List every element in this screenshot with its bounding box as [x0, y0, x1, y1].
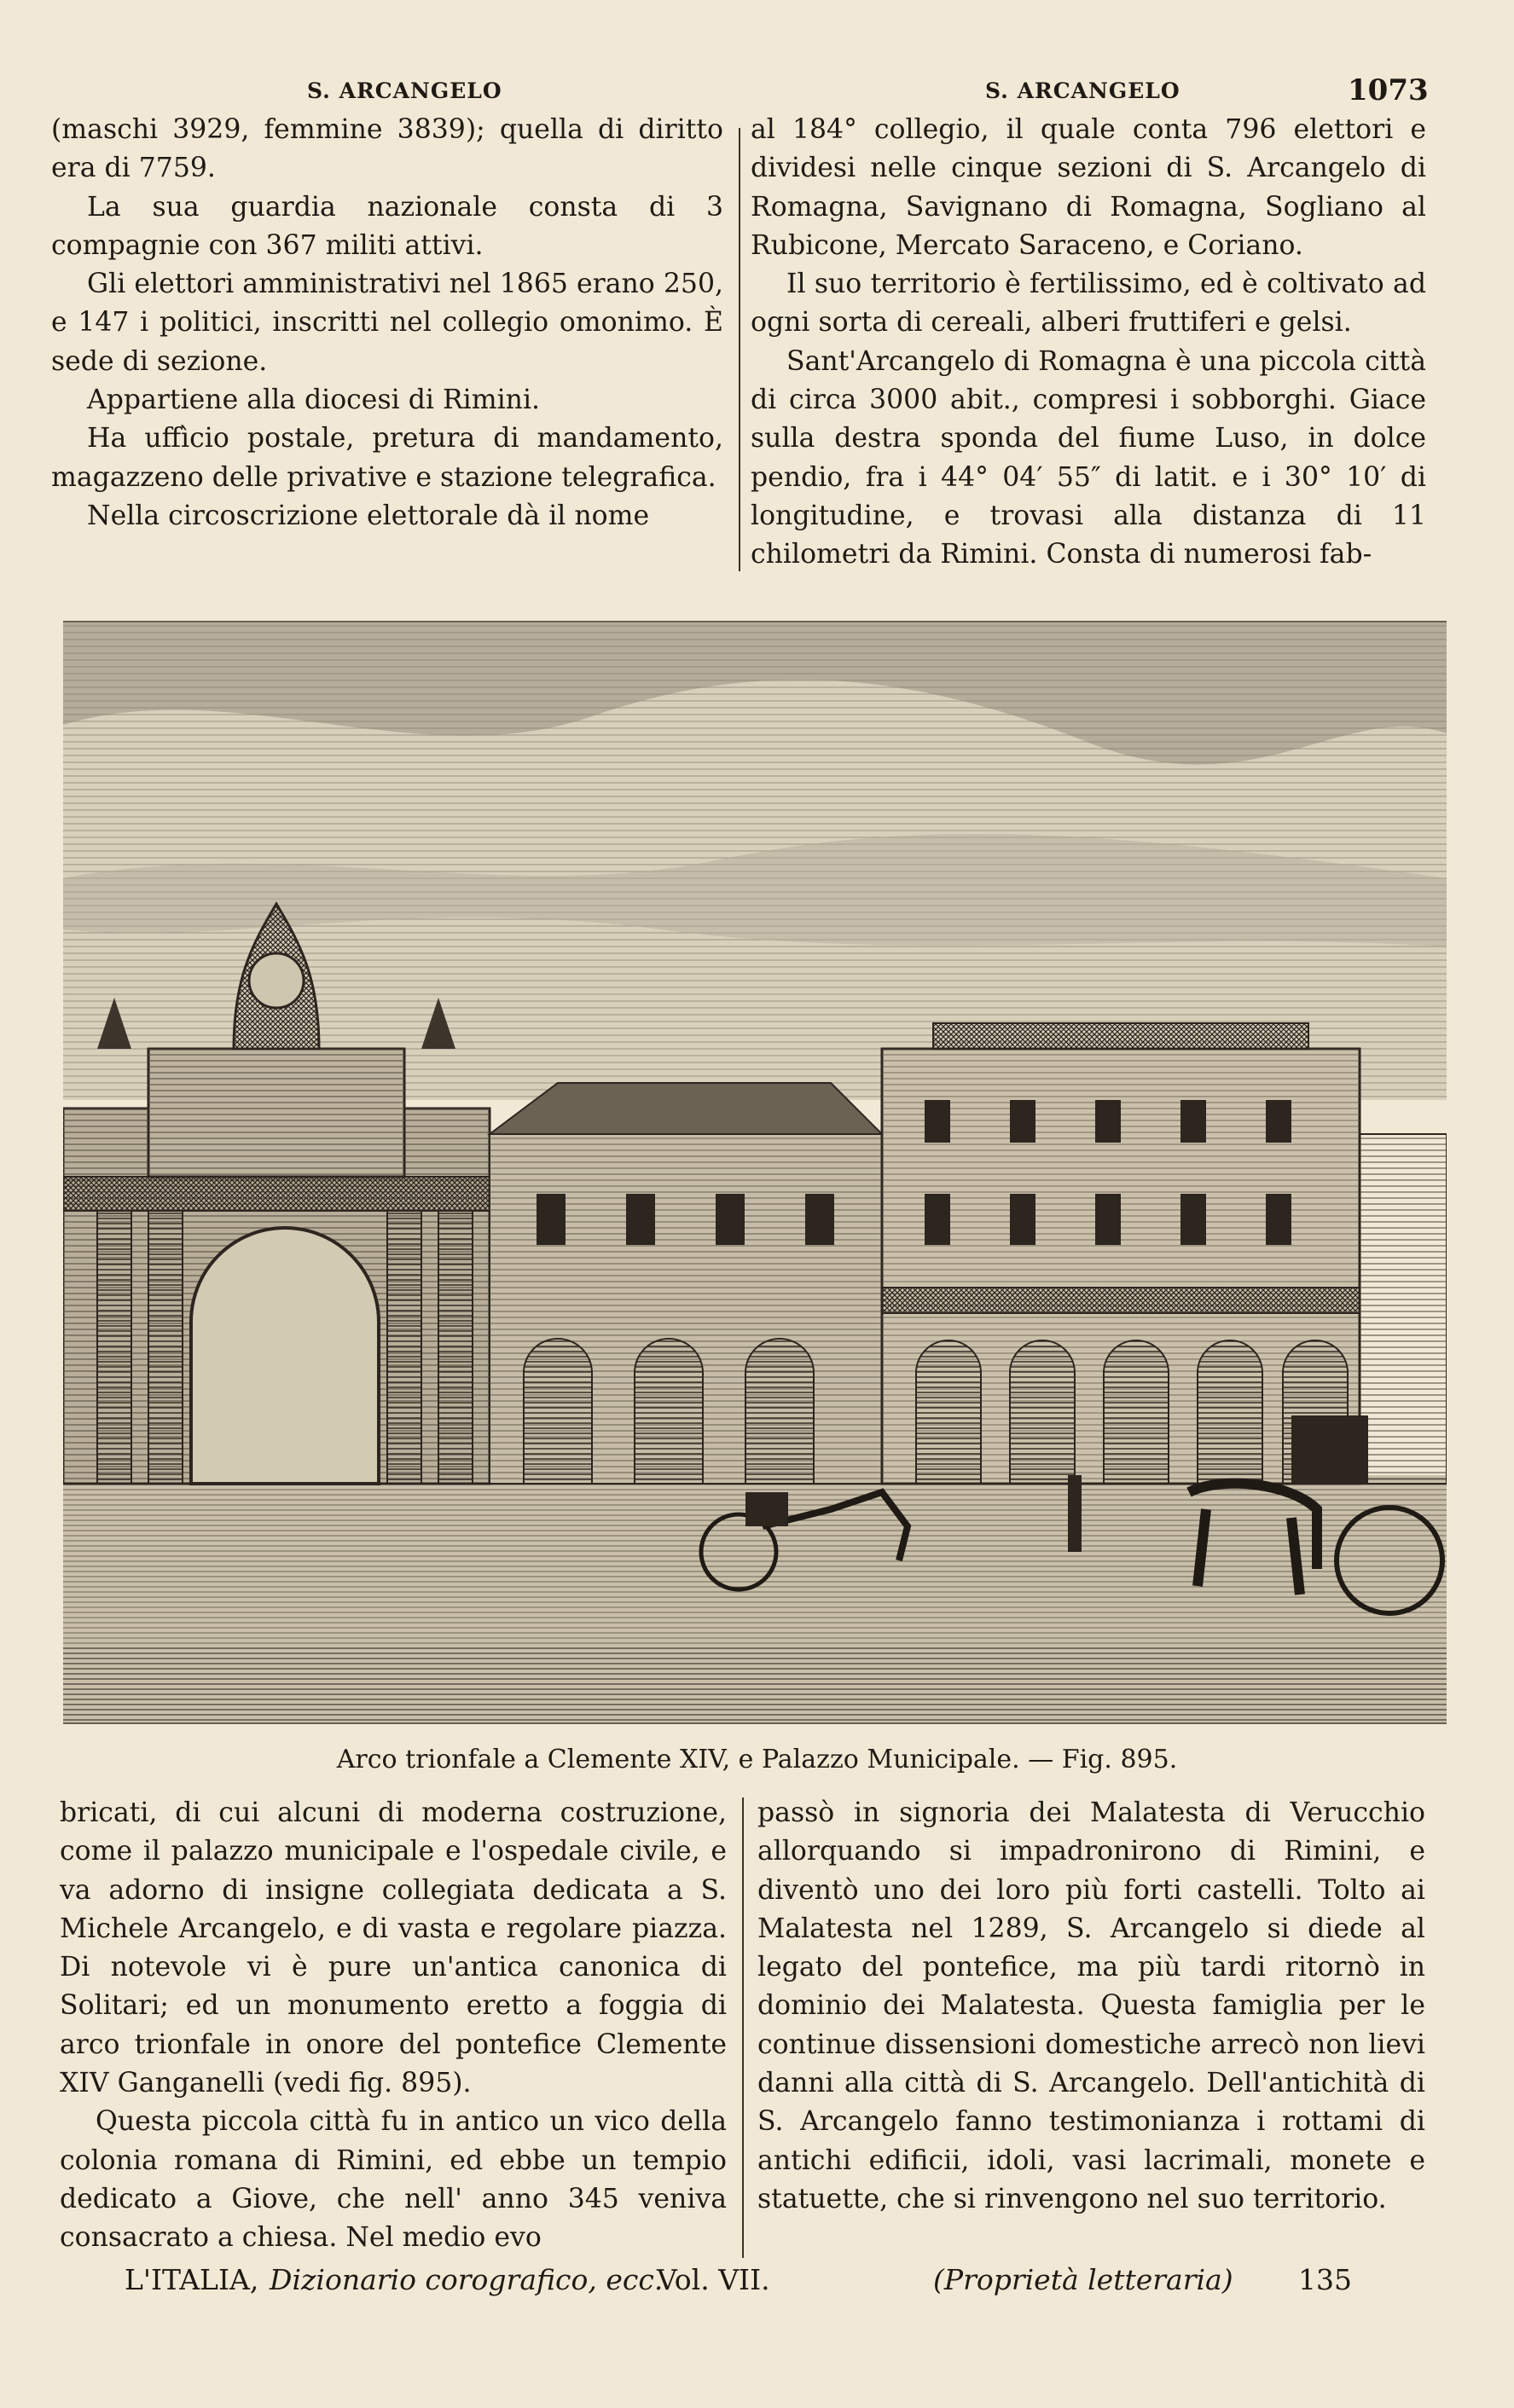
column-bottom-left [60, 1794, 727, 2258]
column-divider-top [739, 128, 740, 571]
footer-property-note: (Proprietà letteraria) [933, 2263, 1233, 2296]
paragraph: al 184° collegio, il quale conta 796 elettori e dividesi nelle cinque sezioni di S. Arcangelo di Romagna, Savignano di Romagna, Sogliano al Rubicone, Mercato Saraceno, e Coriano. [751, 114, 1426, 261]
page-number: 1073 [1348, 73, 1429, 107]
engraving-illustration [63, 621, 1447, 1724]
paragraph: Sant'Arcangelo di Romagna è una piccola città di circa 3000 abit., compresi i sobborghi. Giace sulla destra sponda del fiume Luso, in dolce pendio, fra i 44° 04′ 55″ di latit. e i 30° 10′ di longitudine, e trovasi alla distanza di 11 chilometri da Rimini. Consta di numerosi fab- [751, 345, 1426, 570]
paragraph: Questa piccola città fu in antico un vico della colonia romana di Rimini, ed ebbe un tempio dedicato a Giove, che nell' anno 345 veniva consacrato a chiesa. Nel medio evo [60, 2106, 727, 2254]
paragraph: La sua guardia nazionale consta di 3 compagnie con 367 militi attivi. [51, 191, 723, 261]
paragraph: Ha uffìcio postale, pretura di mandamento, magazzeno delle privative e stazione telegrafica. [51, 423, 723, 493]
running-head-left: S. ARCANGELO [307, 78, 502, 103]
column-top-right [751, 111, 1426, 575]
figure-caption: Arco trionfale a Clemente XIV, e Palazzo Municipale. — Fig. 895. [336, 1745, 1178, 1774]
column-top-left [51, 111, 723, 535]
paragraph: bricati, di cui alcuni di moderna costruzione, come il palazzo municipale e l'ospedale civile, e va adorno di insigne collegiata dedicata a S. Michele Arcangelo, e di vasta e regolare piazza. Di notevole vi è pure un'antica canonica di Solitari; ed un monumento eretto a foggia di arco trionfale in onore del pontefice Clemente XIV Ganganelli (vedi fig. 895). [60, 1797, 727, 2099]
footer-title: L'ITALIA, [125, 2263, 259, 2296]
paragraph: passò in signoria dei Malatesta di Verucchio allorquando si impadronirono di Rimini, e diventò uno dei loro più forti castelli. Tolto ai Malatesta nel 1289, S. Arcangelo si diede al legato del pontefice, ma più tardi ritornò in dominio dei Malatesta. Questa famiglia per le continue dissensioni domestiche arrecò non lievi danni alla città di S. Arcangelo. Dell'antichità di S. Arcangelo fanno testimonianza i rottami di antichi edificii, idoli, vasi lacrimali, monete e statuette, che si rinvengono nel suo territorio. [757, 1797, 1425, 2214]
footer-volume: Vol. VII. [657, 2263, 770, 2296]
paragraph: Appartiene alla diocesi di Rimini. [87, 385, 541, 416]
column-divider-bottom [742, 1797, 744, 2258]
paragraph: (maschi 3929, femmine 3839); quella di diritto era di 7759. [51, 114, 723, 184]
footer-signature-number: 135 [1298, 2263, 1352, 2296]
paragraph: Il suo territorio è fertilissimo, ed è coltivato ad ogni sorta di cereali, alberi fruttiferi e gelsi. [751, 269, 1426, 339]
paragraph: Gli elettori amministrativi nel 1865 erano 250, e 147 i politici, inscritti nel collegio omonimo. È sede di sezione. [51, 269, 723, 377]
running-head-right: S. ARCANGELO [985, 78, 1180, 103]
paragraph: Nella circoscrizione elettorale dà il nome [87, 500, 650, 531]
engraving-arch-and-palazzo [63, 622, 1447, 1722]
footer-subtitle: Dizionario corografico, ecc. [270, 2263, 664, 2296]
column-bottom-right [757, 1794, 1425, 2219]
